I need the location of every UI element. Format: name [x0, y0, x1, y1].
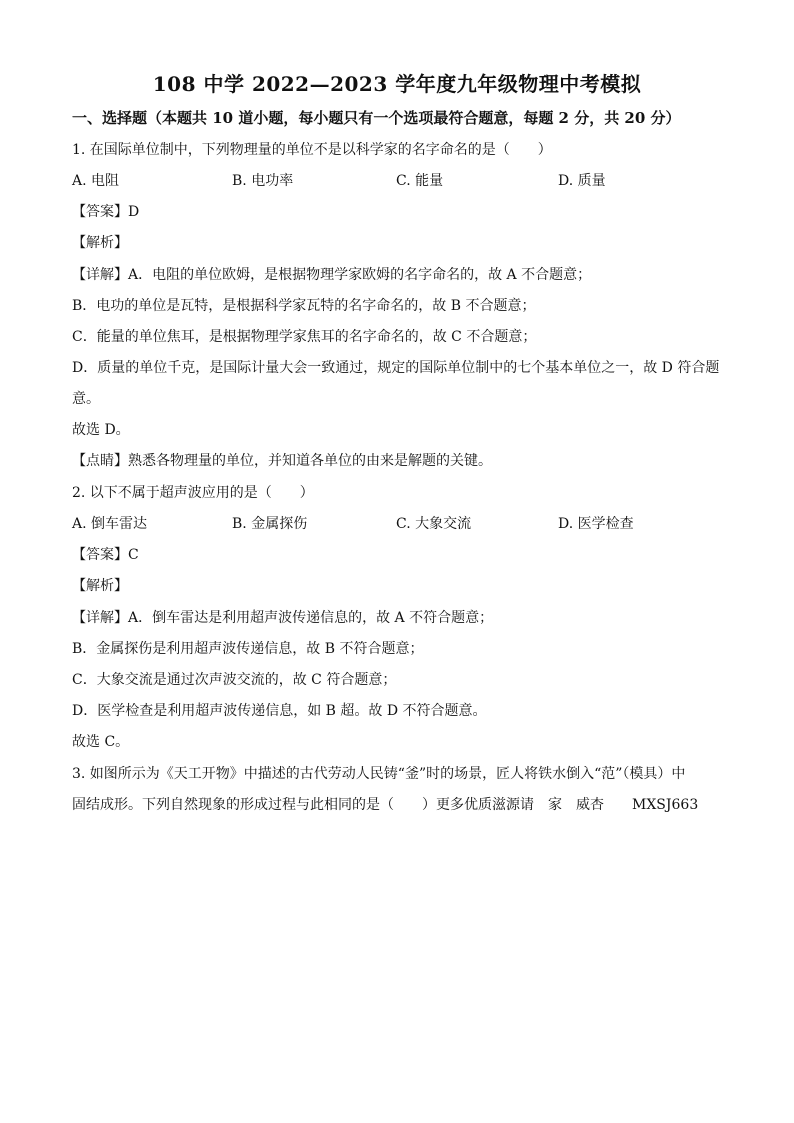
q2-option-c: C. 大象交流: [396, 516, 472, 532]
q1-detail-line: 意。: [72, 391, 100, 407]
q2-stem: 2. 以下不属于超声波应用的是（ ）: [72, 485, 314, 501]
q2-conclusion: 故选 C。: [72, 734, 130, 750]
page-title: 108 中学 2022—2023 学年度九年级物理中考模拟: [152, 72, 642, 96]
q1-conclusion: 故选 D。: [72, 422, 130, 438]
q1-option-a: A. 电阻: [72, 173, 120, 189]
q1-option-b: B. 电功率: [232, 173, 294, 189]
q2-answer: [72, 546, 139, 564]
q1-detail-line: B．电功的单位是瓦特，是根据科学家瓦特的名字命名的，故 B 不合题意；: [72, 298, 536, 314]
q2-detail-line: D．医学检查是利用超声波传递信息，如 B 超。故 D 不符合题意。: [72, 703, 487, 719]
q2-answer-value: C: [128, 547, 139, 563]
q1-answer: [72, 203, 139, 221]
q1-detail-line: 【详解】A．电阻的单位欧姆，是根据物理学家欧姆的名字命名的，故 A 不合题意；: [72, 267, 592, 283]
q1-option-d: D. 质量: [558, 173, 606, 189]
q3-stem-line: 固结成形。下列自然现象的形成过程与此相同的是（ ）更多优质滋源请 家 威杏 MXSJ663: [72, 797, 699, 813]
q1-option-c: C. 能量: [396, 173, 444, 189]
q2-detail-line: C．大象交流是通过次声波交流的，故 C 符合题意；: [72, 672, 397, 688]
q1-comment: 【点睛】熟悉各物理量的单位，并知道各单位的由来是解题的关键。: [72, 453, 492, 469]
q1-detail-line: D．质量的单位千克，是国际计量大会一致通过，规定的国际单位制中的七个基本单位之一，故 D 符合题: [72, 360, 720, 376]
q2-answer-label: 【答案】: [72, 547, 128, 563]
q2-option-b: B. 金属探伤: [232, 516, 308, 532]
q2-analysis-label: 【解析】: [72, 578, 128, 594]
q2-option-a: A. 倒车雷达: [72, 516, 148, 532]
q3-stem-line: 3. 如图所示为《天工开物》中描述的古代劳动人民铸“釜”时的场景，匠人将铁水倒入“范”（模具）中: [72, 766, 686, 782]
q1-answer-value: D: [128, 204, 140, 220]
q2-option-d: D. 医学检查: [558, 516, 634, 532]
q1-detail-line: C．能量的单位焦耳，是根据物理学家焦耳的名字命名的，故 C 不合题意；: [72, 329, 537, 345]
q1-answer-label: 【答案】: [72, 204, 128, 220]
q1-analysis-label: 【解析】: [72, 235, 128, 251]
q2-detail-line: 【详解】A．倒车雷达是利用超声波传递信息的，故 A 不符合题意；: [72, 610, 494, 626]
q1-stem: 1. 在国际单位制中，下列物理量的单位不是以科学家的名字命名的是（ ）: [72, 142, 552, 158]
q2-detail-line: B．金属探伤是利用超声波传递信息，故 B 不符合题意；: [72, 641, 424, 657]
section-heading: 一、选择题（本题共 10 道小题，每小题只有一个选项最符合题意，每题 2 分，共 20 分）: [72, 109, 681, 127]
